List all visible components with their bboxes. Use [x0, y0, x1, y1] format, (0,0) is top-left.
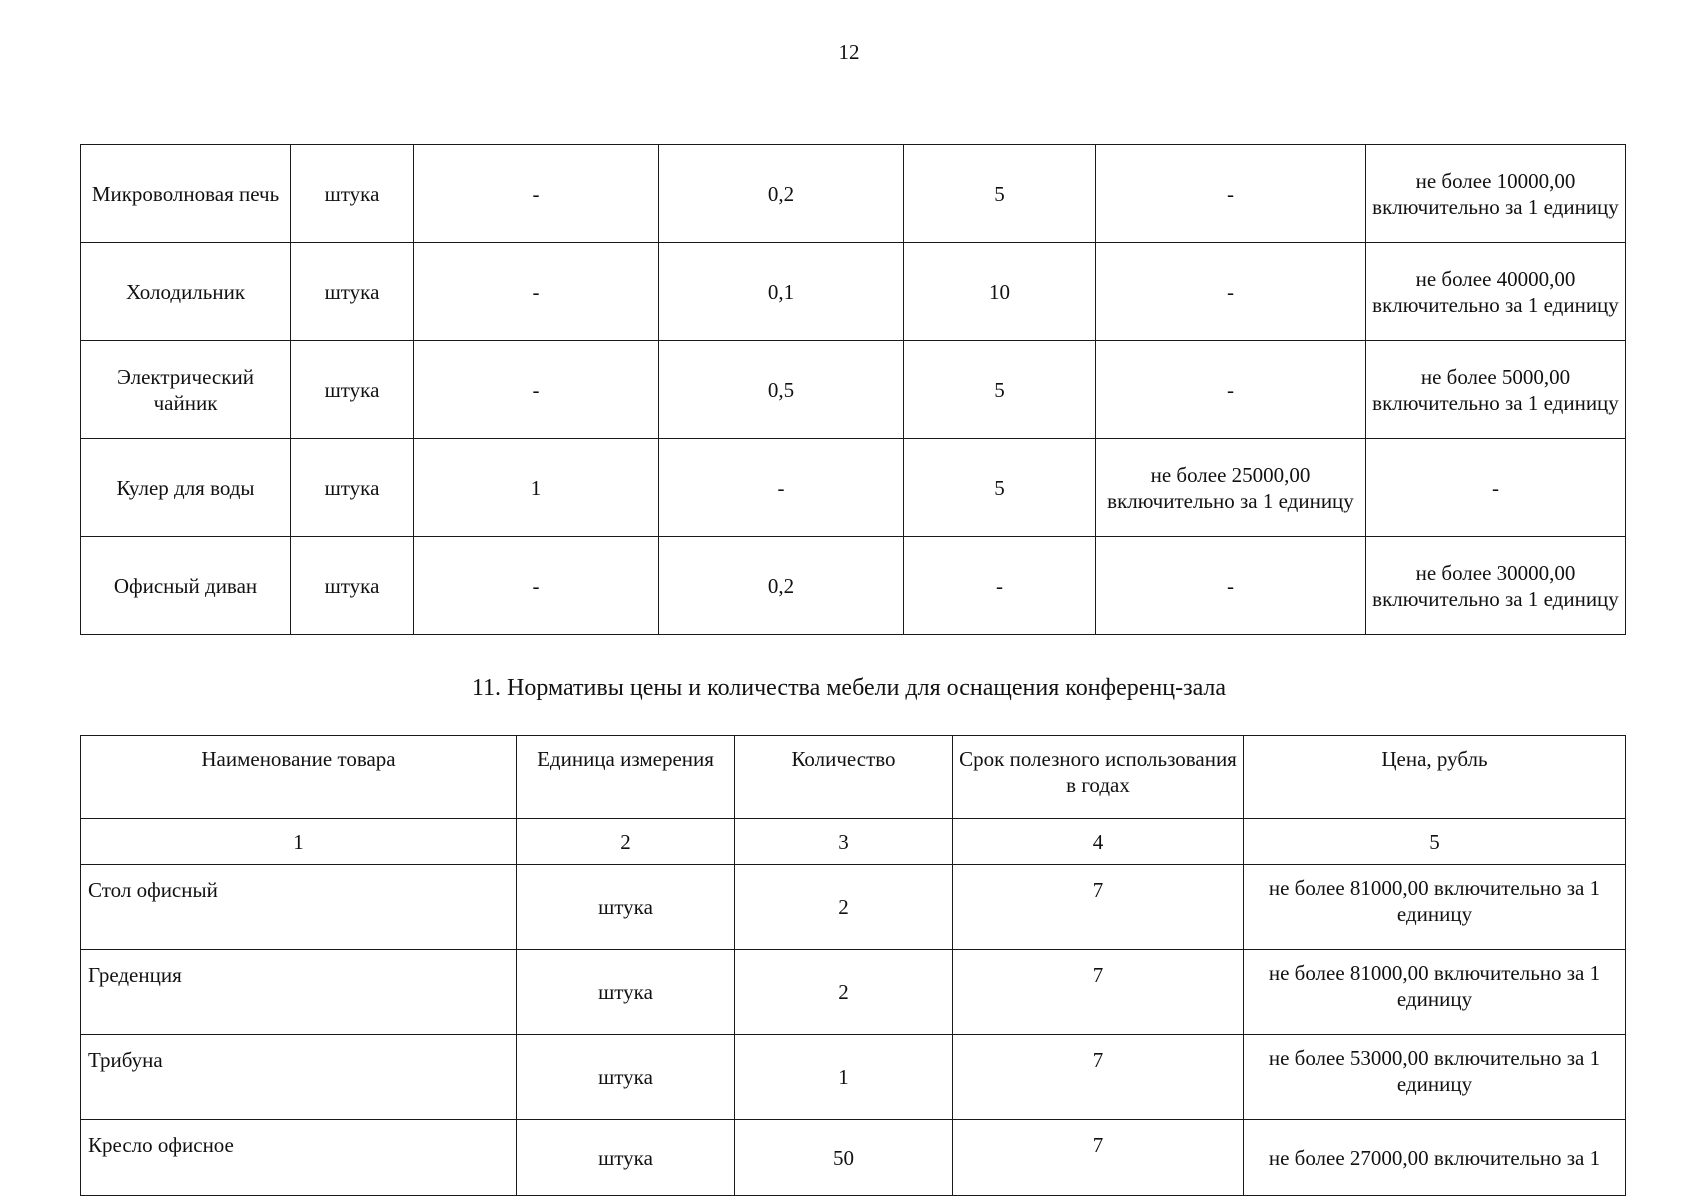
unit-cell: штука: [291, 243, 414, 341]
item-name-cell: Кулер для воды: [81, 439, 291, 537]
unit-cell: штука: [517, 1120, 735, 1196]
service-life-cell: 7: [953, 865, 1244, 950]
table-row: [81, 243, 1626, 341]
quantity-cell: 1: [735, 1035, 953, 1120]
price-cell: не более 81000,00 включительно за 1 единицу: [1244, 950, 1626, 1035]
unit-cell: штука: [291, 537, 414, 635]
column-header: Цена, рубль: [1244, 736, 1626, 819]
table-row: [81, 950, 1626, 1035]
unit-cell: штука: [291, 145, 414, 243]
furniture-table: [80, 735, 1626, 1196]
table-cell: 0,2: [659, 537, 904, 635]
unit-cell: штука: [291, 341, 414, 439]
quantity-cell: 2: [735, 865, 953, 950]
table-cell: -: [1096, 243, 1366, 341]
table-cell: 5: [904, 341, 1096, 439]
equipment-table: [80, 144, 1626, 635]
section-title: 11. Нормативы цены и количества мебели для оснащения конференц-зала: [471, 675, 1227, 701]
column-number-row: [81, 819, 1626, 865]
price-cell: не более 53000,00 включительно за 1 единицу: [1244, 1035, 1626, 1120]
table-cell: -: [904, 537, 1096, 635]
table-cell: -: [1096, 145, 1366, 243]
table-row: [81, 1035, 1626, 1120]
price-cell: не более 40000,00 включительно за 1 единицу: [1366, 243, 1626, 341]
price-cell: -: [1366, 439, 1626, 537]
table-cell: -: [414, 537, 659, 635]
item-name-cell: Холодильник: [81, 243, 291, 341]
table-cell: 10: [904, 243, 1096, 341]
service-life-cell: 7: [953, 950, 1244, 1035]
quantity-cell: 50: [735, 1120, 953, 1196]
page-number: 12: [838, 40, 860, 64]
item-name-cell: Офисный диван: [81, 537, 291, 635]
table-row: [81, 145, 1626, 243]
column-number: 1: [81, 819, 517, 865]
unit-cell: штука: [517, 950, 735, 1035]
column-number: 2: [517, 819, 735, 865]
table-cell: 0,5: [659, 341, 904, 439]
service-life-cell: 7: [953, 1035, 1244, 1120]
table-cell: не более 25000,00 включительно за 1 единицу: [1096, 439, 1366, 537]
table-cell: 5: [904, 439, 1096, 537]
quantity-cell: 2: [735, 950, 953, 1035]
price-cell: не более 5000,00 включительно за 1 единицу: [1366, 341, 1626, 439]
item-name-cell: Электрический чайник: [81, 341, 291, 439]
item-name-cell: Греденция: [81, 950, 517, 1035]
table-row: [81, 341, 1626, 439]
table-cell: 0,2: [659, 145, 904, 243]
service-life-cell: 7: [953, 1120, 1244, 1196]
column-header: Количество: [735, 736, 953, 819]
price-cell: не более 27000,00 включительно за 1: [1244, 1120, 1626, 1196]
table-cell: -: [414, 341, 659, 439]
item-name-cell: Кресло офисное: [81, 1120, 517, 1196]
table-cell: -: [659, 439, 904, 537]
column-header: Срок полезного использования в годах: [953, 736, 1244, 819]
column-number: 3: [735, 819, 953, 865]
table-cell: 1: [414, 439, 659, 537]
table-cell: -: [414, 145, 659, 243]
column-number: 4: [953, 819, 1244, 865]
table-cell: -: [414, 243, 659, 341]
unit-cell: штука: [517, 865, 735, 950]
price-cell: не более 30000,00 включительно за 1 единицу: [1366, 537, 1626, 635]
table-cell: 5: [904, 145, 1096, 243]
column-header: Единица измерения: [517, 736, 735, 819]
table-row: [81, 537, 1626, 635]
item-name-cell: Трибуна: [81, 1035, 517, 1120]
unit-cell: штука: [517, 1035, 735, 1120]
table-header-row: [81, 736, 1626, 819]
price-cell: не более 10000,00 включительно за 1 единицу: [1366, 145, 1626, 243]
table-cell: -: [1096, 537, 1366, 635]
column-number: 5: [1244, 819, 1626, 865]
table-row: [81, 865, 1626, 950]
table-cell: -: [1096, 341, 1366, 439]
item-name-cell: Стол офисный: [81, 865, 517, 950]
column-header: Наименование товара: [81, 736, 517, 819]
unit-cell: штука: [291, 439, 414, 537]
price-cell: не более 81000,00 включительно за 1 единицу: [1244, 865, 1626, 950]
table-row: [81, 1120, 1626, 1196]
table-cell: 0,1: [659, 243, 904, 341]
item-name-cell: Микроволновая печь: [81, 145, 291, 243]
table-row: [81, 439, 1626, 537]
